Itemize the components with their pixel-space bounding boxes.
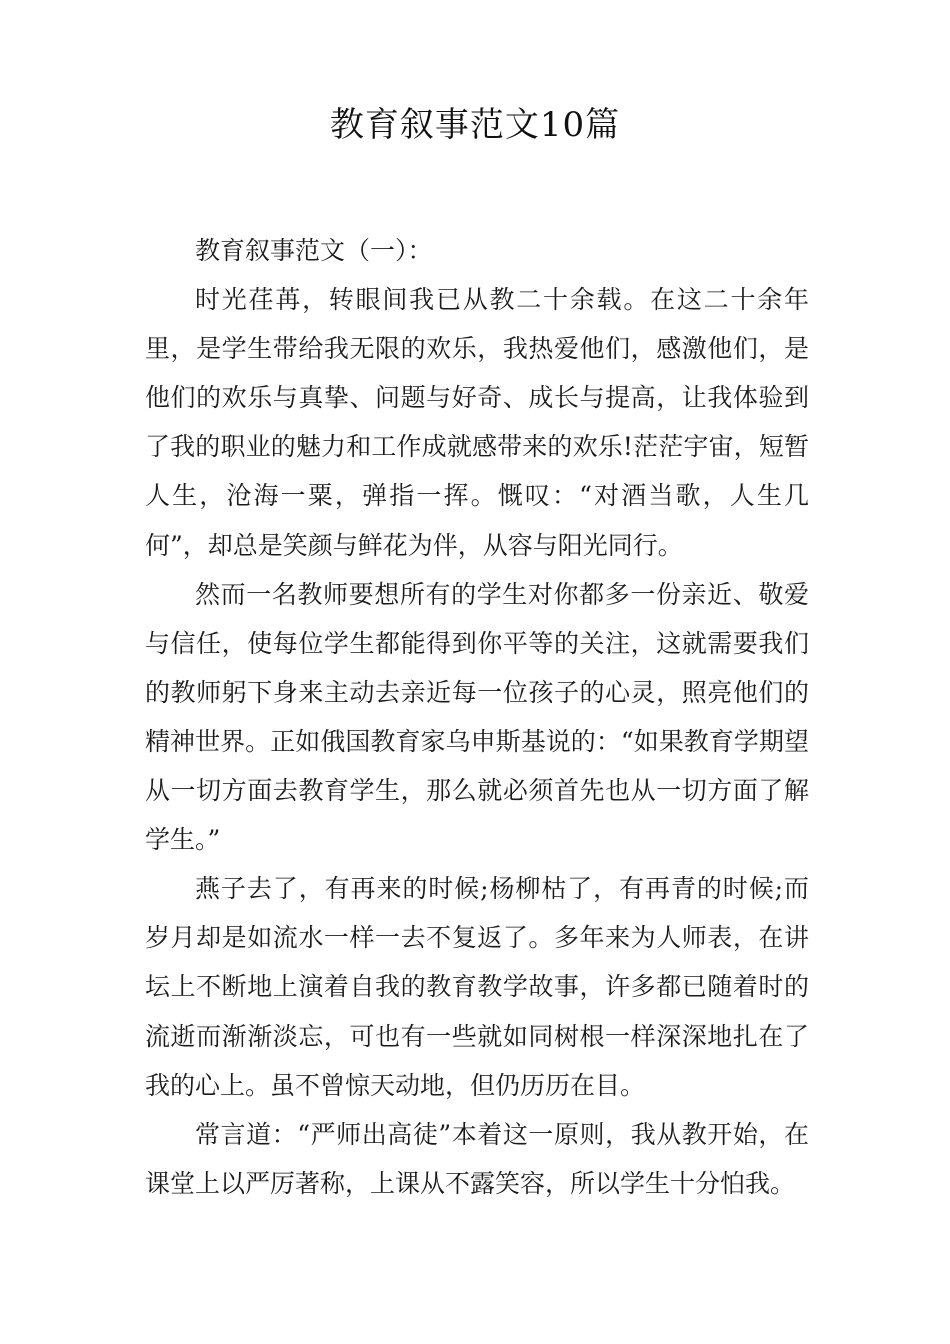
paragraph-1: 时光荏苒，转眼间我已从教二十余载。在这二十余年里，是学生带给我无限的欢乐，我热爱他们，感激他们，是他们的欢乐与真挚、问题与好奇、成长与提高，让我体验到了我的职业的魅力和工作成就感带来的欢乐!茫茫宇宙，短暂人生，沧海一粟，弹指一挥。慨叹：“对酒当歌，人生几何”，却总是笑颜与鲜花为伴，从容与阳光同行。	[145, 285, 809, 560]
paragraph-2: 然而一名教师要想所有的学生对你都多一份亲近、敬爱与信任，使每位学生都能得到你平等的关注，这就需要我们的教师躬下身来主动去亲近每一位孩子的心灵，照亮他们的精神世界。正如俄国教育家乌申斯基说的：“如果教育学期望从一切方面去教育学生，那么就必须首先也从一切方面了解学生。”	[145, 579, 809, 855]
paragraph-4: 常言道：“严师出高徒”本着这一原则，我从教开始，在课堂上以严厉著称，上课从不露笑容，所以学生十分怕我。	[145, 1119, 809, 1198]
section-heading: 教育叙事范文（一）：	[195, 236, 433, 265]
document-title: 教育叙事范文10篇	[329, 105, 621, 145]
paragraph-3: 燕子去了，有再来的时候;杨柳枯了，有再青的时候;而岁月却是如流水一样一去不复返了。多年来为人师表，在讲坛上不断地上演着自我的教育教学故事，许多都已随着时的流逝而渐渐淡忘，可也有一些就如同树根一样深深地扎在了我的心上。虽不曾惊天动地，但仍历历在目。	[145, 874, 809, 1100]
document-body	[145, 226, 809, 1208]
